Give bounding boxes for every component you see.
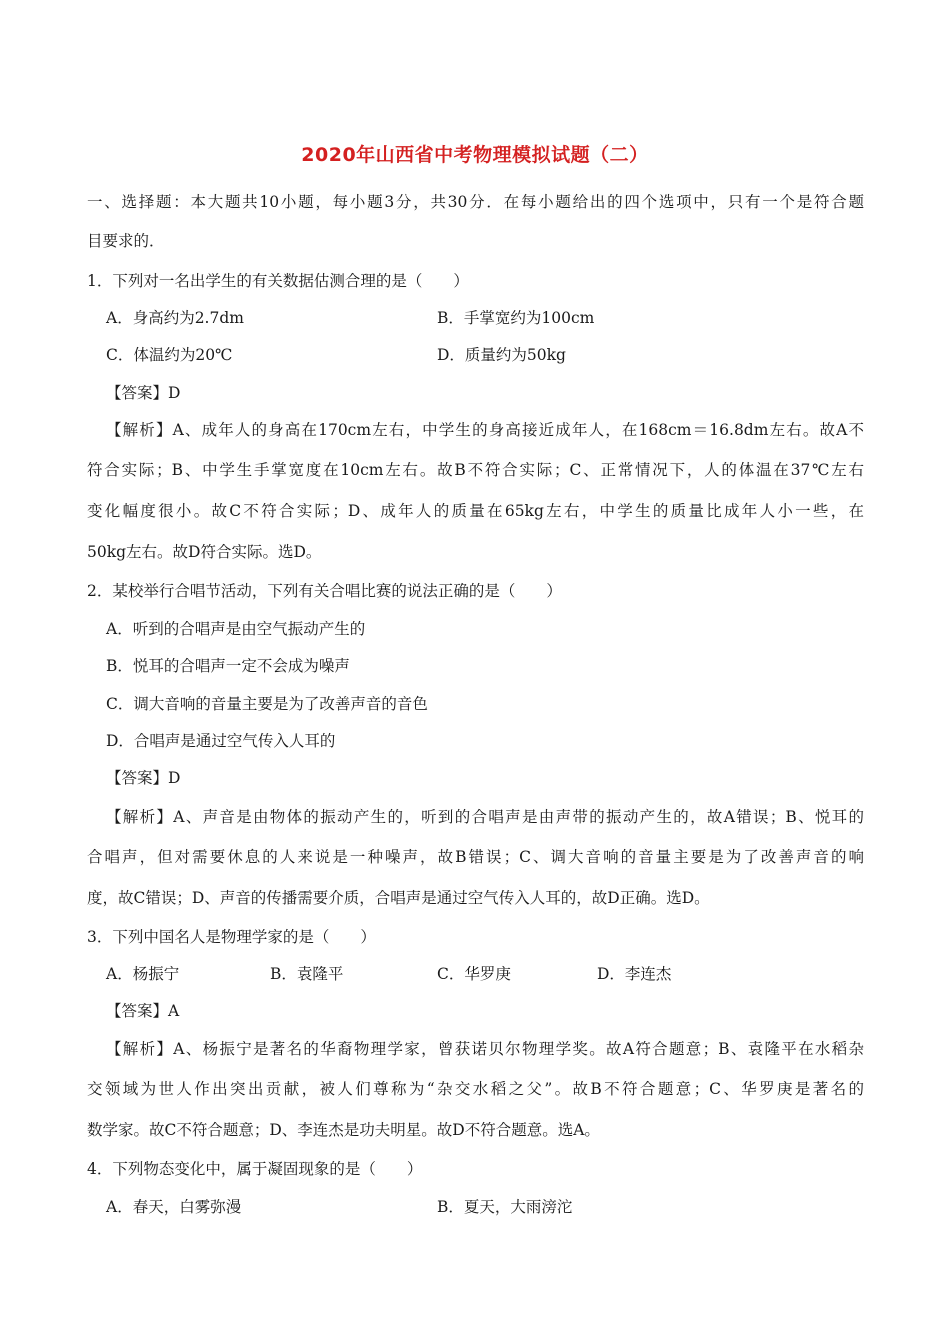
- question-1-analysis-line-3: 变化幅度很小。故C不符合实际；D、成年人的质量在65kg左右，中学生的质量比成年人小一些，在: [87, 502, 864, 520]
- question-3-analysis-line-3: 数学家。故C不符合题意；D、李连杰是功夫明星。故D不符合题意。选A。: [87, 1121, 600, 1139]
- question-2-option-a: A．听到的合唱声是由空气振动产生的: [106, 620, 366, 638]
- question-1-answer: 【答案】D: [106, 384, 181, 402]
- question-3-analysis-line-2: 交领域为世人作出突出贡献，被人们尊称为“杂交水稻之父”。故B不符合题意；C、华罗庚是著名的: [87, 1080, 864, 1098]
- question-1-analysis-line-2: 符合实际；B、中学生手掌宽度在10cm左右。故B不符合实际；C、正常情况下，人的体温在37℃左右: [87, 461, 864, 479]
- page-title: 2020年山西省中考物理模拟试题（二）: [301, 144, 649, 166]
- question-3-analysis-line-1: 【解析】A、杨振宁是著名的华裔物理学家，曾获诺贝尔物理学奖。故A符合题意；B、袁隆平在水稻杂: [106, 1040, 864, 1058]
- question-1-analysis-line-1: 【解析】A、成年人的身高在170cm左右，中学生的身高接近成年人，在168cm＝16.8dm左右。故A不: [106, 421, 864, 439]
- question-3-option-d: D．李连杰: [597, 965, 672, 983]
- question-4-option-b: B．夏天，大雨滂沱: [437, 1198, 573, 1216]
- question-1-option-c: C．体温约为20℃: [106, 346, 233, 364]
- question-1-option-b: B．手掌宽约为100cm: [437, 309, 595, 327]
- question-2-option-c: C．调大音响的音量主要是为了改善声音的音色: [106, 695, 428, 713]
- question-2-analysis-line-3: 度，故C错误；D、声音的传播需要介质，合唱声是通过空气传入人耳的，故D正确。选D。: [87, 889, 710, 907]
- question-4-stem: 4．下列物态变化中，属于凝固现象的是（ ）: [87, 1160, 423, 1178]
- question-1-option-d: D．质量约为50kg: [437, 346, 566, 364]
- question-3-option-b: B．袁隆平: [270, 965, 344, 983]
- question-2-answer: 【答案】D: [106, 769, 181, 787]
- question-2-option-d: D．合唱声是通过空气传入人耳的: [106, 732, 336, 750]
- question-2-analysis-line-2: 合唱声，但对需要休息的人来说是一种噪声，故B错误；C、调大音响的音量主要是为了改善声音的响: [87, 848, 864, 866]
- question-1-analysis-line-4: 50kg左右。故D符合实际。选D。: [87, 543, 322, 561]
- section-instructions-line-2: 目要求的．: [87, 232, 165, 250]
- question-4-option-a: A．春天，白雾弥漫: [106, 1198, 242, 1216]
- question-3-option-a: A．杨振宁: [106, 965, 180, 983]
- question-3-answer: 【答案】A: [106, 1002, 180, 1020]
- question-2-option-b: B．悦耳的合唱声一定不会成为噪声: [106, 657, 350, 675]
- question-1-option-a: A．身高约为2.7dm: [106, 309, 244, 327]
- question-3-stem: 3．下列中国名人是物理学家的是（ ）: [87, 928, 376, 946]
- section-instructions-line-1: 一、选择题：本大题共10小题，每小题3分，共30分．在每小题给出的四个选项中，只有一个是符合题: [87, 193, 864, 211]
- question-2-analysis-line-1: 【解析】A、声音是由物体的振动产生的，听到的合唱声是由声带的振动产生的，故A错误；B、悦耳的: [106, 808, 864, 826]
- question-3-option-c: C．华罗庚: [437, 965, 511, 983]
- question-2-stem: 2．某校举行合唱节活动，下列有关合唱比赛的说法正确的是（ ）: [87, 582, 562, 600]
- question-1-stem: 1．下列对一名出学生的有关数据估测合理的是（ ）: [87, 272, 469, 290]
